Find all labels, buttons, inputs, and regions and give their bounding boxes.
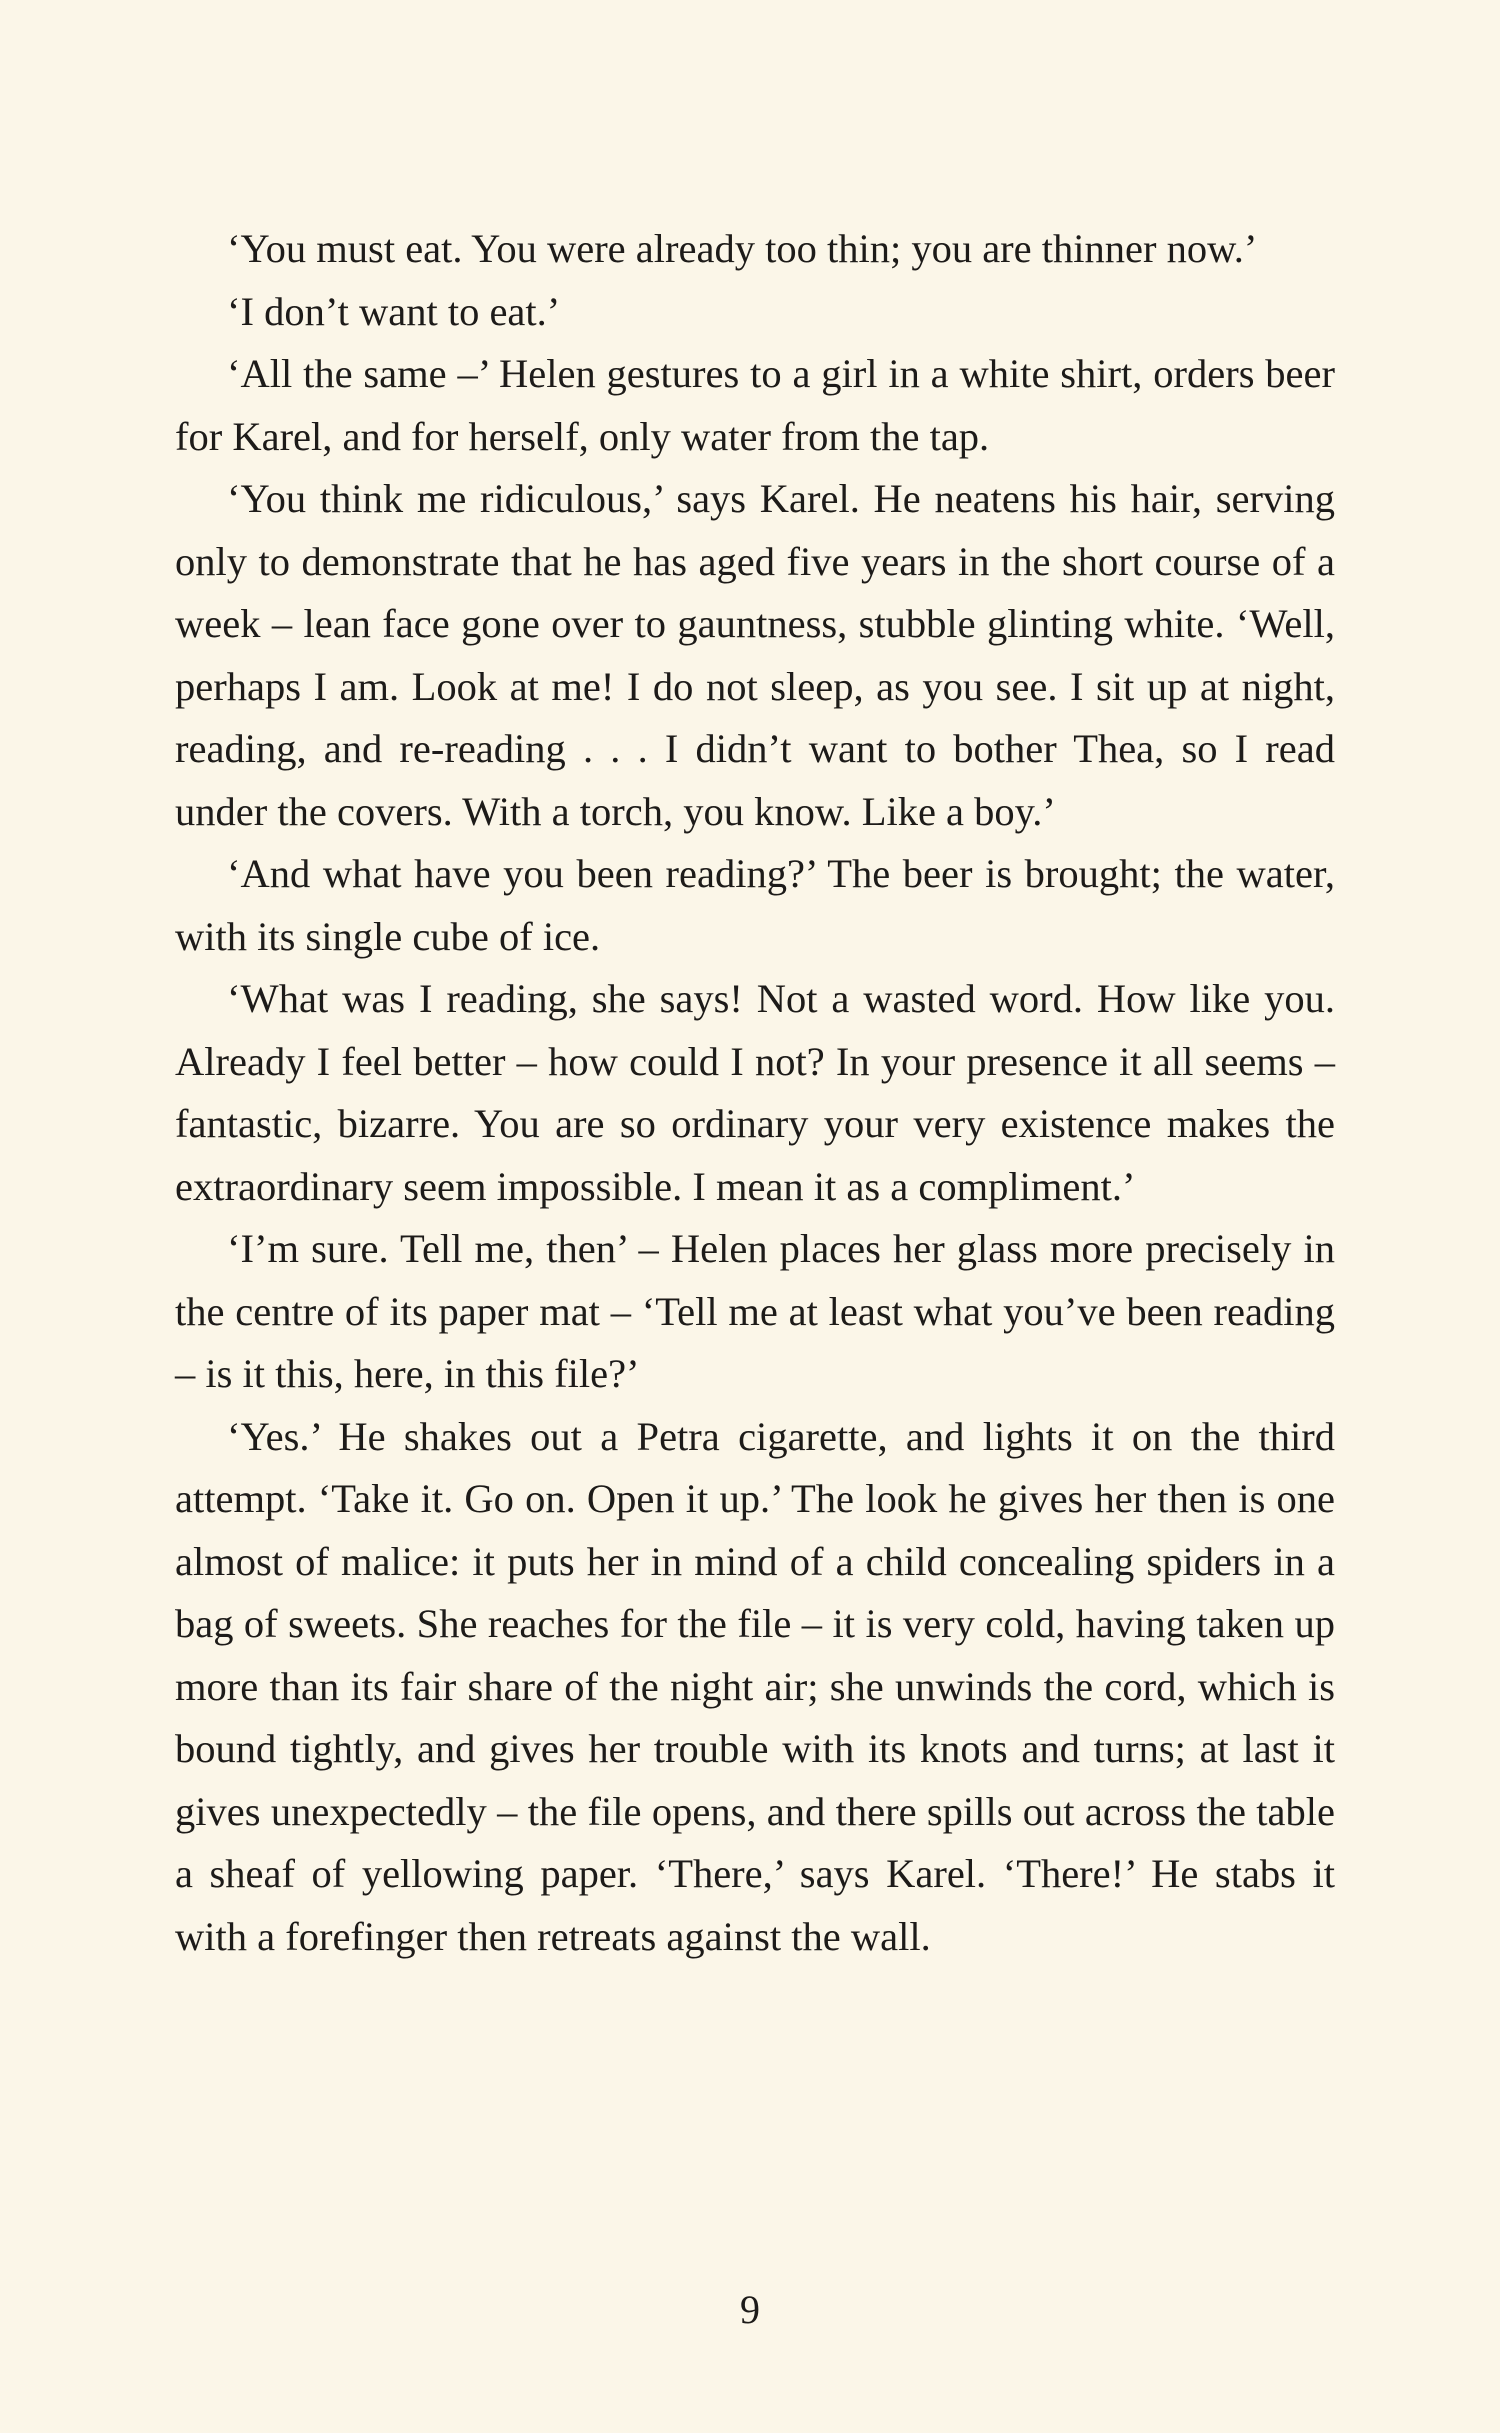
paragraph-6: ‘What was I reading, she says! Not a wasted word. How like you. Already I feel better – how could I not? In your presence it all seems – fantastic, bizarre. You are so ordinary your very existence makes the extraordinary seem impossible. I mean it as a compliment.’ (175, 976, 1335, 1209)
paragraph-4: ‘You think me ridiculous,’ says Karel. He neatens his hair, serving only to demonstrate that he has aged five years in the short course of a week – lean face gone over to gauntness, stubble glinting white. ‘Well, perhaps I am. Look at me! I do not sleep, as you see. I sit up at night, reading, and re-reading . . . I didn’t want to bother Thea, so I read under the covers. With a torch, you know. Like a boy.’ (175, 476, 1335, 834)
paragraph-2: ‘I don’t want to eat.’ (227, 288, 561, 334)
paragraph-7: ‘I’m sure. Tell me, then’ – Helen places her glass more precisely in the centre of its paper mat – ‘Tell me at least what you’ve been reading – is it this, here, in this file?’ (175, 1226, 1335, 1396)
page-number: 9 (740, 2287, 760, 2332)
paragraph-1: ‘You must eat. You were already too thin; you are thinner now.’ (227, 226, 1258, 271)
paragraph-8: ‘Yes.’ He shakes out a Petra cigarette, and lights it on the third attempt. ‘Take it. Go on. Open it up.’ The look he gives her then is one almost of malice: it puts her in mind of a child concealing spiders in a bag of sweets. She reaches for the file – it is very cold, having taken up more than its fair share of the night air; she unwinds the cord, which is bound tightly, and gives her trouble with its knots and turns; at last it gives unexpectedly – the file opens, and there spills out across the table a sheaf of yellowing paper. ‘There,’ says Karel. ‘There!’ He stabs it with a forefinger then retreats against the wall. (175, 1413, 1335, 1959)
paragraph-5: ‘And what have you been reading?’ The beer is brought; the water, with its single cube of ice. (175, 851, 1335, 959)
body-text (175, 218, 1335, 1968)
paragraph-3: ‘All the same –’ Helen gestures to a girl in a white shirt, orders beer for Karel, and for herself, only water from the tap. (175, 351, 1335, 459)
